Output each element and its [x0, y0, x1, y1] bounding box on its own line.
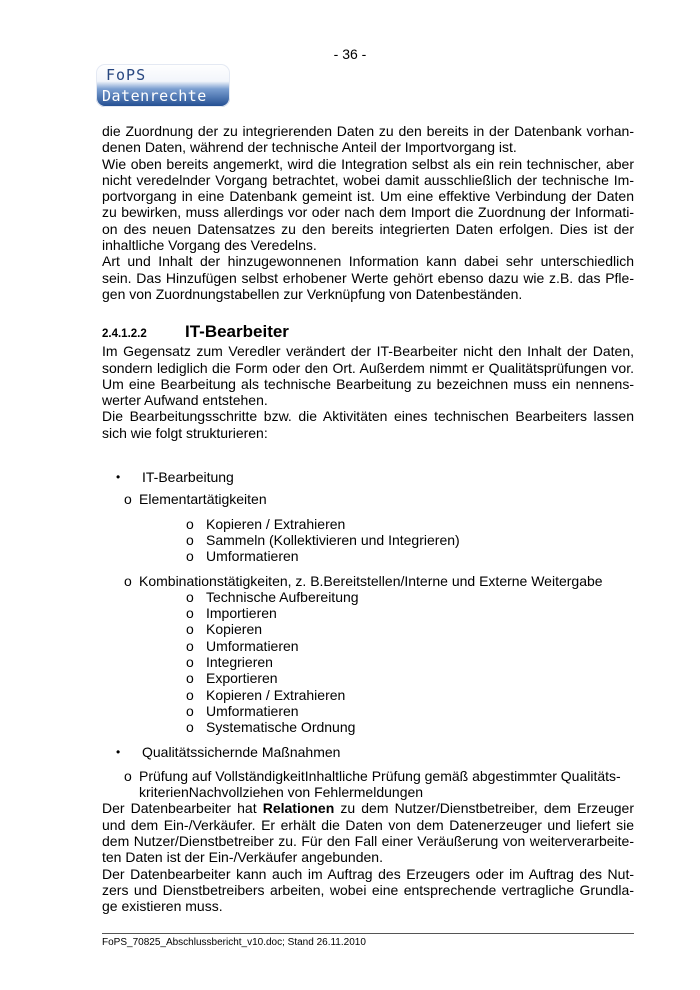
- list-subgroup-label: Elementartätigkeiten: [139, 491, 267, 508]
- text-fragment: zu dem Nutzer/Dienstbetreiber, dem Erzeuger: [334, 800, 634, 817]
- text-line: inhaltliche Vorgang des Veredelns.: [102, 237, 317, 254]
- text-line: werter Aufwand entstehen.: [102, 392, 268, 409]
- text-line: on des neuen Datensatzes zu den bereits integrierten Daten erfolgen. Dies ist der: [102, 220, 634, 237]
- bold-term: Relationen: [262, 800, 335, 817]
- paragraph-it-bearbeiter: [102, 343, 634, 441]
- activity-list: [102, 453, 634, 800]
- text-line: sondern lediglich die Form oder den Ort. Außerdem nimmt er Qualitätsprüfungen vor.: [102, 359, 634, 376]
- list-subitem: [102, 687, 634, 703]
- section-number: 2.4.1.2.2: [102, 328, 147, 341]
- list-subitem-label: Kopieren / Extrahieren: [206, 515, 346, 532]
- list-subitem-label: Importieren: [206, 605, 277, 622]
- section-title: IT-Bearbeiter: [185, 322, 289, 342]
- circle-bullet-icon: o: [124, 767, 132, 784]
- text-line: Im Gegensatz zum Veredler verändert der IT-Bearbeiter nicht den Inhalt der Daten,: [102, 343, 634, 360]
- text-line: [102, 800, 634, 816]
- footer-text: FoPS_70825_Abschlussbericht_v10.doc; Stand 26.11.2010: [102, 937, 366, 948]
- list-subitem-label: Umformatieren: [206, 637, 299, 654]
- section-heading: [102, 321, 634, 343]
- list-subitem-label: Integrieren: [206, 654, 273, 671]
- list-subitem-qs-cont: [102, 784, 634, 800]
- list-subitem: [102, 670, 634, 686]
- list-subitem: [102, 621, 634, 637]
- list-subitem: [102, 532, 634, 548]
- circle-bullet-icon: o: [124, 491, 132, 508]
- list-subitem-qs: [102, 768, 634, 784]
- list-subitem: [102, 589, 634, 605]
- paragraph-intro: [102, 123, 634, 302]
- paragraph-relations: [102, 800, 634, 914]
- list-subitem: [102, 548, 634, 564]
- circle-bullet-icon: o: [186, 548, 194, 565]
- text-line: die Zuordnung der zu integrierenden Daten zu den bereits in der Datenbank vorhan-: [102, 123, 634, 139]
- list-subitem-label: Exportieren: [206, 670, 278, 687]
- fops-logo: [96, 64, 230, 107]
- circle-bullet-icon: o: [186, 605, 194, 622]
- list-subitem-label: Umformatieren: [206, 702, 299, 719]
- text-line: denen Daten, während der technische Anteil der Importvorgang ist.: [102, 139, 517, 156]
- circle-bullet-icon: o: [186, 637, 194, 654]
- text-line: Art und Inhalt der hinzugewonnenen Information kann dabei sehr unterschiedlich: [102, 253, 634, 270]
- text-line: und dem Ein-/Verkäufer. Er erhält die Daten von dem Datenerzeuger und liefert sie: [102, 816, 634, 833]
- document-body: [102, 123, 634, 914]
- circle-bullet-icon: o: [186, 588, 194, 605]
- text-line: zu bewirken, muss allerdings vor oder nach dem Import die Zuordnung der Informati-: [102, 204, 634, 221]
- text-fragment: Der Datenbearbeiter hat: [102, 800, 263, 817]
- list-subitem-label: kriterienNachvollziehen von Fehlermeldungen: [139, 784, 424, 801]
- circle-bullet-icon: o: [186, 531, 194, 548]
- text-line: nicht veredelnder Vorgang betrachtet, wobei damit ausschließlich der technische Im-: [102, 171, 634, 188]
- list-subitem: [102, 605, 634, 621]
- text-line: dem Nutzer/Dienstbetreiber zu. Für den Fall einer Veräußerung von weiterverarbeite-: [102, 832, 634, 849]
- text-line: sich wie folgt strukturieren:: [102, 424, 268, 441]
- text-line: Wie oben bereits angemerkt, wird die Integration selbst als ein rein technischer, aber: [102, 155, 634, 172]
- list-subgroup: [102, 491, 634, 507]
- list-subitem-label: Technische Aufbereitung: [206, 588, 359, 605]
- list-subitem-label: Sammeln (Kollektivieren und Integrieren): [206, 531, 460, 548]
- list-item: [102, 469, 634, 485]
- circle-bullet-icon: o: [186, 719, 194, 736]
- page-number: - 36 -: [333, 46, 367, 62]
- logo-line-2: Datenrechte: [102, 87, 207, 105]
- text-line: Um eine Bearbeitung als technische Bearbeitung zu bezeichnen muss ein nennens-: [102, 375, 634, 392]
- text-line: portvorgang in eine Datenbank gemeint ist. Um eine effektive Verbindung der Daten: [102, 188, 634, 205]
- list-subitem-label: Systematische Ordnung: [206, 719, 356, 736]
- circle-bullet-icon: o: [124, 572, 132, 589]
- text-line: ge existieren muss.: [102, 898, 223, 915]
- circle-bullet-icon: o: [186, 670, 194, 687]
- text-line: Der Datenbearbeiter kann auch im Auftrag des Erzeugers oder im Auftrag des Nut-: [102, 865, 634, 882]
- bullet-icon: •: [116, 470, 121, 485]
- circle-bullet-icon: o: [186, 515, 194, 532]
- list-subitem: [102, 719, 634, 735]
- list-subitem: [102, 516, 634, 532]
- list-subitem: [102, 654, 634, 670]
- list-subitem: [102, 703, 634, 719]
- text-line: sein. Das Hinzufügen selbst erhobener Werte gehört ebenso dazu wie z.B. das Pfle-: [102, 269, 634, 286]
- list-item-label: Qualitätssichernde Maßnahmen: [142, 743, 341, 760]
- list-subitem-label: Prüfung auf VollständigkeitInhaltliche Prüfung gemäß abgestimmter Qualitäts-: [139, 767, 621, 784]
- logo-line-1: FoPS: [106, 66, 147, 84]
- text-line: ten Daten ist der Ein-/Verkäufer angebunden.: [102, 849, 383, 866]
- list-subitem: [102, 638, 634, 654]
- circle-bullet-icon: o: [186, 686, 194, 703]
- circle-bullet-icon: o: [186, 654, 194, 671]
- list-subitem-label: Umformatieren: [206, 548, 299, 565]
- circle-bullet-icon: o: [186, 702, 194, 719]
- list-item-label: IT-Bearbeitung: [142, 469, 234, 486]
- list-subgroup-label: Kombinationstätigkeiten, z. B.Bereitstellen/Interne und Externe Weitergabe: [139, 572, 603, 589]
- bullet-icon: •: [116, 744, 121, 759]
- list-subitem-label: Kopieren / Extrahieren: [206, 686, 346, 703]
- text-line: gen von Zuordnungstabellen zur Verknüpfung von Datenbeständen.: [102, 285, 523, 302]
- list-subgroup: [102, 573, 634, 589]
- text-line: zers und Dienstbetreibers arbeiten, wobei eine entsprechende vertragliche Grundla-: [102, 881, 634, 898]
- circle-bullet-icon: o: [186, 621, 194, 638]
- list-item: [102, 744, 634, 760]
- text-line: Die Bearbeitungsschritte bzw. die Aktivitäten eines technischen Bearbeiters lassen: [102, 408, 634, 425]
- list-subitem-label: Kopieren: [206, 621, 263, 638]
- footer-divider: [102, 933, 634, 934]
